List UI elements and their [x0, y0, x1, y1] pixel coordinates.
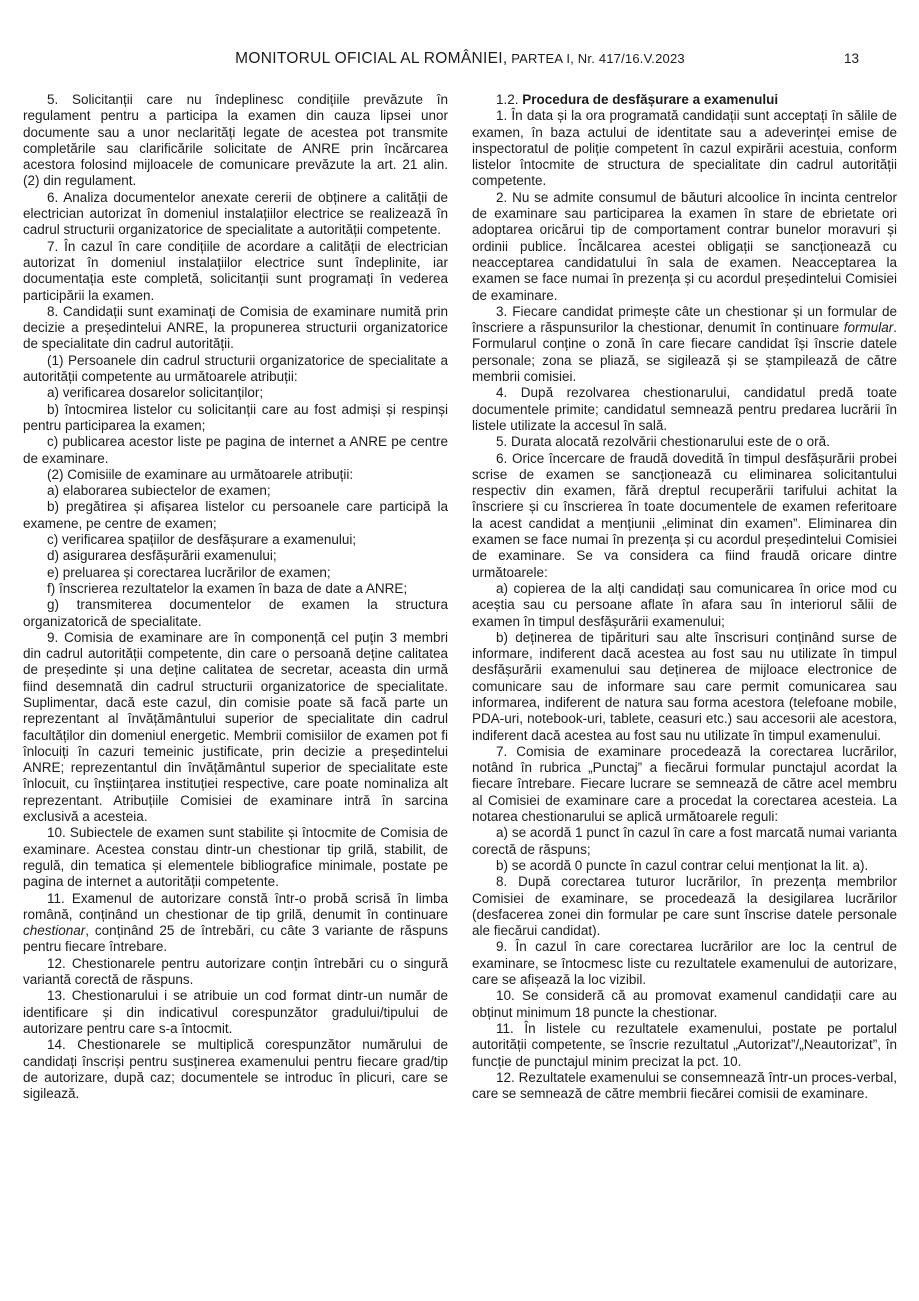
paragraph-text: 6. Orice încercare de fraudă dovedită în timpul desfășurării probei scrise de examen se sancționează cu eliminarea solicitantului respectiv din examen, fără dreptul recuperării tarifului achitat la înscriere și cu înscrierea în toate documentele de examen referitoare la acest candidat a mențiunii „eliminat din examen”. Eliminarea din examen se face numai în prezența și cu acordul președintelui Comisiei de examinare. Se va considera ca fiind fraudă oricare dintre următoarele:	[472, 450, 897, 580]
paragraph	[23, 825, 448, 890]
paragraph	[472, 744, 897, 825]
paragraph-text: (1) Persoanele din cadrul structurii organizatorice de specialitate a autorității competente au următoarele atribuții:	[23, 352, 448, 385]
paragraph-text: 7. În cazul în care condițiile de acordare a calității de electrician autorizat în domeniul instalațiilor electrice sunt îndeplinite, iar documentația este completă, solicitanții sunt programați în vederea participării la examen.	[23, 238, 448, 303]
paragraph-text: 7. Comisia de examinare procedează la corectarea lucrărilor, notând în rubrica „Punctaj” a fiecărui formular punctajul acordat la fiecare întrebare. Fiecare lucrare se semnează de către acel membru al Comisiei de examinare care a procedat la corectarea acesteia. La notarea chestionarului se aplică următoarele reguli:	[472, 743, 897, 825]
paragraph	[472, 1070, 897, 1103]
section-heading	[472, 92, 897, 108]
paragraph-text: 1. În data și la ora programată candidații sunt acceptați în sălile de examen, în baza actului de identitate sau a adeverinței emise de inspectoratul de poliție competent în cazul expirării acestuia, conform listelor întocmite de structura de specialitate din cadrul autorității competente.	[472, 108, 897, 189]
right-column	[472, 92, 897, 1102]
gazette-issue-info: PARTEA I, Nr. 417/16.V.2023	[507, 51, 685, 66]
paragraph	[23, 581, 448, 597]
paragraph-text: 9. În cazul în care corectarea lucrărilor are loc la centrul de examinare, se întocmesc liste cu rezultatele examenului de autorizare, care se afișează la loc vizibil.	[472, 939, 897, 988]
paragraph-text: 2. Nu se admite consumul de băuturi alcoolice în incinta centrelor de examinare sau participarea la examen în stare de ebrietate ori adoptarea oricărui tip de comportament contrar bunelor moravuri și ordinii publice. Încălcarea acestei obligații se sancționează cu neacceptarea candidatului în sala de examen. Neacceptarea la examen se face numai în prezența și cu acordul președintelui Comisiei de examinare.	[472, 189, 897, 303]
paragraph	[472, 385, 897, 434]
paragraph-text: a) se acordă 1 punct în cazul în care a fost marcată numai varianta corectă de răspuns;	[472, 825, 897, 857]
paragraph	[23, 630, 448, 826]
paragraph-text: b) întocmirea listelor cu solicitanții care au fost admiși și respinși pentru participarea la examen;	[23, 401, 448, 433]
paragraph	[23, 988, 448, 1037]
paragraph-text: d) asigurarea desfășurării examenului;	[47, 548, 277, 564]
paragraph-text: a) copierea de la alți candidați sau comunicarea în orice mod cu aceștia sau cu persoane aflate în afara sau în interiorul sălii de examen în timpul desfășurării examenului;	[472, 580, 897, 629]
emphasized-text: chestionar	[23, 923, 86, 939]
paragraph-text: e) preluarea și corectarea lucrărilor de examen;	[47, 564, 331, 580]
paragraph-text: 5. Durata alocată rezolvării chestionarului este de o oră.	[496, 434, 830, 450]
paragraph-text: a) elaborarea subiectelor de examen;	[47, 483, 271, 499]
paragraph	[23, 353, 448, 386]
paragraph	[23, 597, 448, 630]
paragraph-text: 6. Analiza documentelor anexate cererii de obținere a calității de electrician autorizat în domeniul instalațiilor electrice se realizează în cadrul structurii organizatorice de specialitate a autorității competente.	[23, 189, 448, 238]
paragraph-text: b) se acordă 0 puncte în cazul contrar celui menționat la lit. a).	[496, 857, 869, 873]
paragraph	[23, 402, 448, 435]
paragraph	[23, 483, 448, 499]
paragraph-text: c) publicarea acestor liste pe pagina de internet a ANRE pe centre de examinare.	[23, 434, 448, 466]
page-header	[23, 50, 897, 68]
paragraph-text: , conținând 25 de întrebări, cu câte 3 variante de răspuns pentru fiecare întrebare.	[23, 923, 448, 955]
paragraph	[472, 858, 897, 874]
paragraph	[23, 1037, 448, 1102]
paragraph-text: 8. Candidații sunt examinați de Comisia de examinare numită prin decizie a președintelui ANRE, la propunerea structurii organizatorice de specialitate din cadrul autorității.	[23, 303, 448, 352]
paragraph	[23, 239, 448, 304]
gazette-title: MONITORUL OFICIAL AL ROMÂNIEI,	[235, 50, 508, 67]
paragraph-text: 11. În listele cu rezultatele examenului, postate pe portalul autorității competente, se înscrie rezultatul „Autorizat”/„Neautorizat”, în funcție de punctajul minim precizat la pct. 10.	[472, 1020, 897, 1069]
paragraph	[23, 891, 448, 956]
paragraph-text: 4. După rezolvarea chestionarului, candidatul predă toate documentele primite; candidatul semnează pentru predarea lucrării în listele utilizate la accesul în sală.	[472, 385, 897, 433]
paragraph-text: c) verificarea spațiilor de desfășurare a examenului;	[47, 532, 357, 548]
paragraph	[23, 956, 448, 989]
paragraph	[472, 451, 897, 581]
paragraph	[472, 190, 897, 304]
emphasized-text: formular	[843, 320, 894, 336]
paragraph	[472, 630, 897, 744]
two-column-body	[23, 92, 897, 1102]
paragraph-text: a) verificarea dosarelor solicitanților;	[47, 385, 264, 401]
paragraph	[23, 467, 448, 483]
paragraph-text: 11. Examenul de autorizare constă într-o probă scrisă în limba română, conținând un chestionar de tip grilă, denumit în continuare	[23, 890, 448, 922]
paragraph-text: . Formularul conține o zonă în care fiecare candidat își înscrie datele personale; zona se pliază, se sigilează și se ștampilează de către membrii comisiei.	[472, 320, 897, 385]
paragraph-text: f) înscrierea rezultatelor la examen în baza de date a ANRE;	[47, 580, 408, 596]
paragraph	[23, 304, 448, 353]
paragraph-text: 9. Comisia de examinare are în componență cel puțin 3 membri din cadrul autorității competente, din care o persoană deține calitatea de președinte și una deține calitatea de secretar, aceasta din urmă fiind desemnată din cadrul structurii organizatorice de specialitate. Suplimentar, dacă este cazul, din comisie poate să facă parte un reprezentant al învățământului superior de specialitate din cadrul facultăților din domeniul energetic. Membrii comisiilor de examen pot fi înlocuiți în cazuri temeinic justificate, prin decizie a președintelui ANRE; reprezentantul din învățământul superior de specialitate este înlocuit, cu înștiințarea instituției respective, care poate nominaliza alt reprezentant. Atribuțiile Comisiei de examinare intră în sarcina exclusivă a acesteia.	[23, 629, 448, 825]
paragraph-text: 13. Chestionarului i se atribuie un cod format dintr-un număr de identificare și din indicativul corespunzător gradului/tipului de autorizare pentru care s-a întocmit.	[23, 988, 448, 1036]
paragraph-text: 1.2.	[496, 92, 523, 107]
paragraph	[472, 1021, 897, 1070]
paragraph	[472, 108, 897, 189]
paragraph	[23, 434, 448, 467]
page-number: 13	[843, 51, 859, 66]
left-column	[23, 92, 448, 1102]
paragraph	[472, 304, 897, 385]
paragraph	[472, 581, 897, 630]
paragraph-text: 3. Fiecare candidat primește câte un chestionar și un formular de înscriere a răspunsurilor la chestionar, denumit în continuare	[472, 303, 897, 336]
paragraph	[23, 565, 448, 581]
paragraph-text: 12. Chestionarele pentru autorizare conțin întrebări cu o singură variantă corectă de răspuns.	[23, 955, 448, 988]
paragraph-text: 10. Se consideră că au promovat examenul candidații care au obținut minimum 18 puncte la chestionar.	[472, 988, 897, 1020]
paragraph	[23, 190, 448, 239]
paragraph	[23, 499, 448, 532]
paragraph	[23, 532, 448, 548]
paragraph-text: 10. Subiectele de examen sunt stabilite și întocmite de Comisia de examinare. Acestea constau dintr-un chestionar tip grilă, stabilit, de regulă, din tematica și elementele bibliografice minimale, postate pe pagina de internet a autorității competente.	[23, 825, 448, 890]
paragraph-text: b) deținerea de tipărituri sau alte înscrisuri conținând surse de informare, indiferent dacă acestea au fost sau nu utilizate în timpul desfășurării examenului sau deținerea de mijloace electronice de comunicare sau de informare sau care permit comunicarea sau informarea, indiferent de natura sau forma acestora (telefoane mobile, PDA-uri, notebook-uri, tablete, ceasuri etc.) sau accesorii ale acestora, indiferent dacă acestea au fost sau nu utilizate în timpul examenului.	[472, 629, 897, 743]
paragraph	[472, 988, 897, 1021]
paragraph-text: (2) Comisiile de examinare au următoarele atribuții:	[47, 466, 354, 482]
paragraph-text: 12. Rezultatele examenului se consemnează într-un proces-verbal, care se semnează de către membrii fiecărei comisii de examinare.	[472, 1069, 897, 1102]
paragraph-text: b) pregătirea și afișarea listelor cu persoanele care participă la examene, pe centre de examen;	[23, 499, 448, 531]
paragraph-text: g) transmiterea documentelor de examen la structura organizatorică de specialitate.	[23, 597, 448, 629]
paragraph	[472, 939, 897, 988]
paragraph-text: 8. După corectarea tuturor lucrărilor, în prezența membrilor Comisiei de examinare, se procedează la desigilarea lucrărilor (desfacerea zonei din formular pe care sunt înscrise datele personale ale fiecărui candidat).	[472, 874, 897, 939]
paragraph	[472, 874, 897, 939]
paragraph	[472, 434, 897, 450]
paragraph	[23, 548, 448, 564]
paragraph	[472, 825, 897, 858]
emphasized-text: Procedura de desfășurare a examenului	[522, 92, 779, 107]
paragraph	[23, 92, 448, 190]
paragraph-text: 5. Solicitanții care nu îndeplinesc condițiile prevăzute în regulament pentru a participa la examen din cauza lipsei unor documente sau a unor neclarități legate de acestea pot transmite completările sau clarificările solicitate de ANRE prin încărcarea acestora folosind mijloacele de comunicare prevăzute la art. 21 alin. (2) din regulament.	[23, 92, 448, 189]
paragraph-text: 14. Chestionarele se multiplică corespunzător numărului de candidați înscriși pentru susținerea examenului pentru fiecare grad/tip de autorizare, după caz; documentele se introduc în plicuri, care se sigilează.	[23, 1037, 448, 1102]
paragraph	[23, 385, 448, 401]
